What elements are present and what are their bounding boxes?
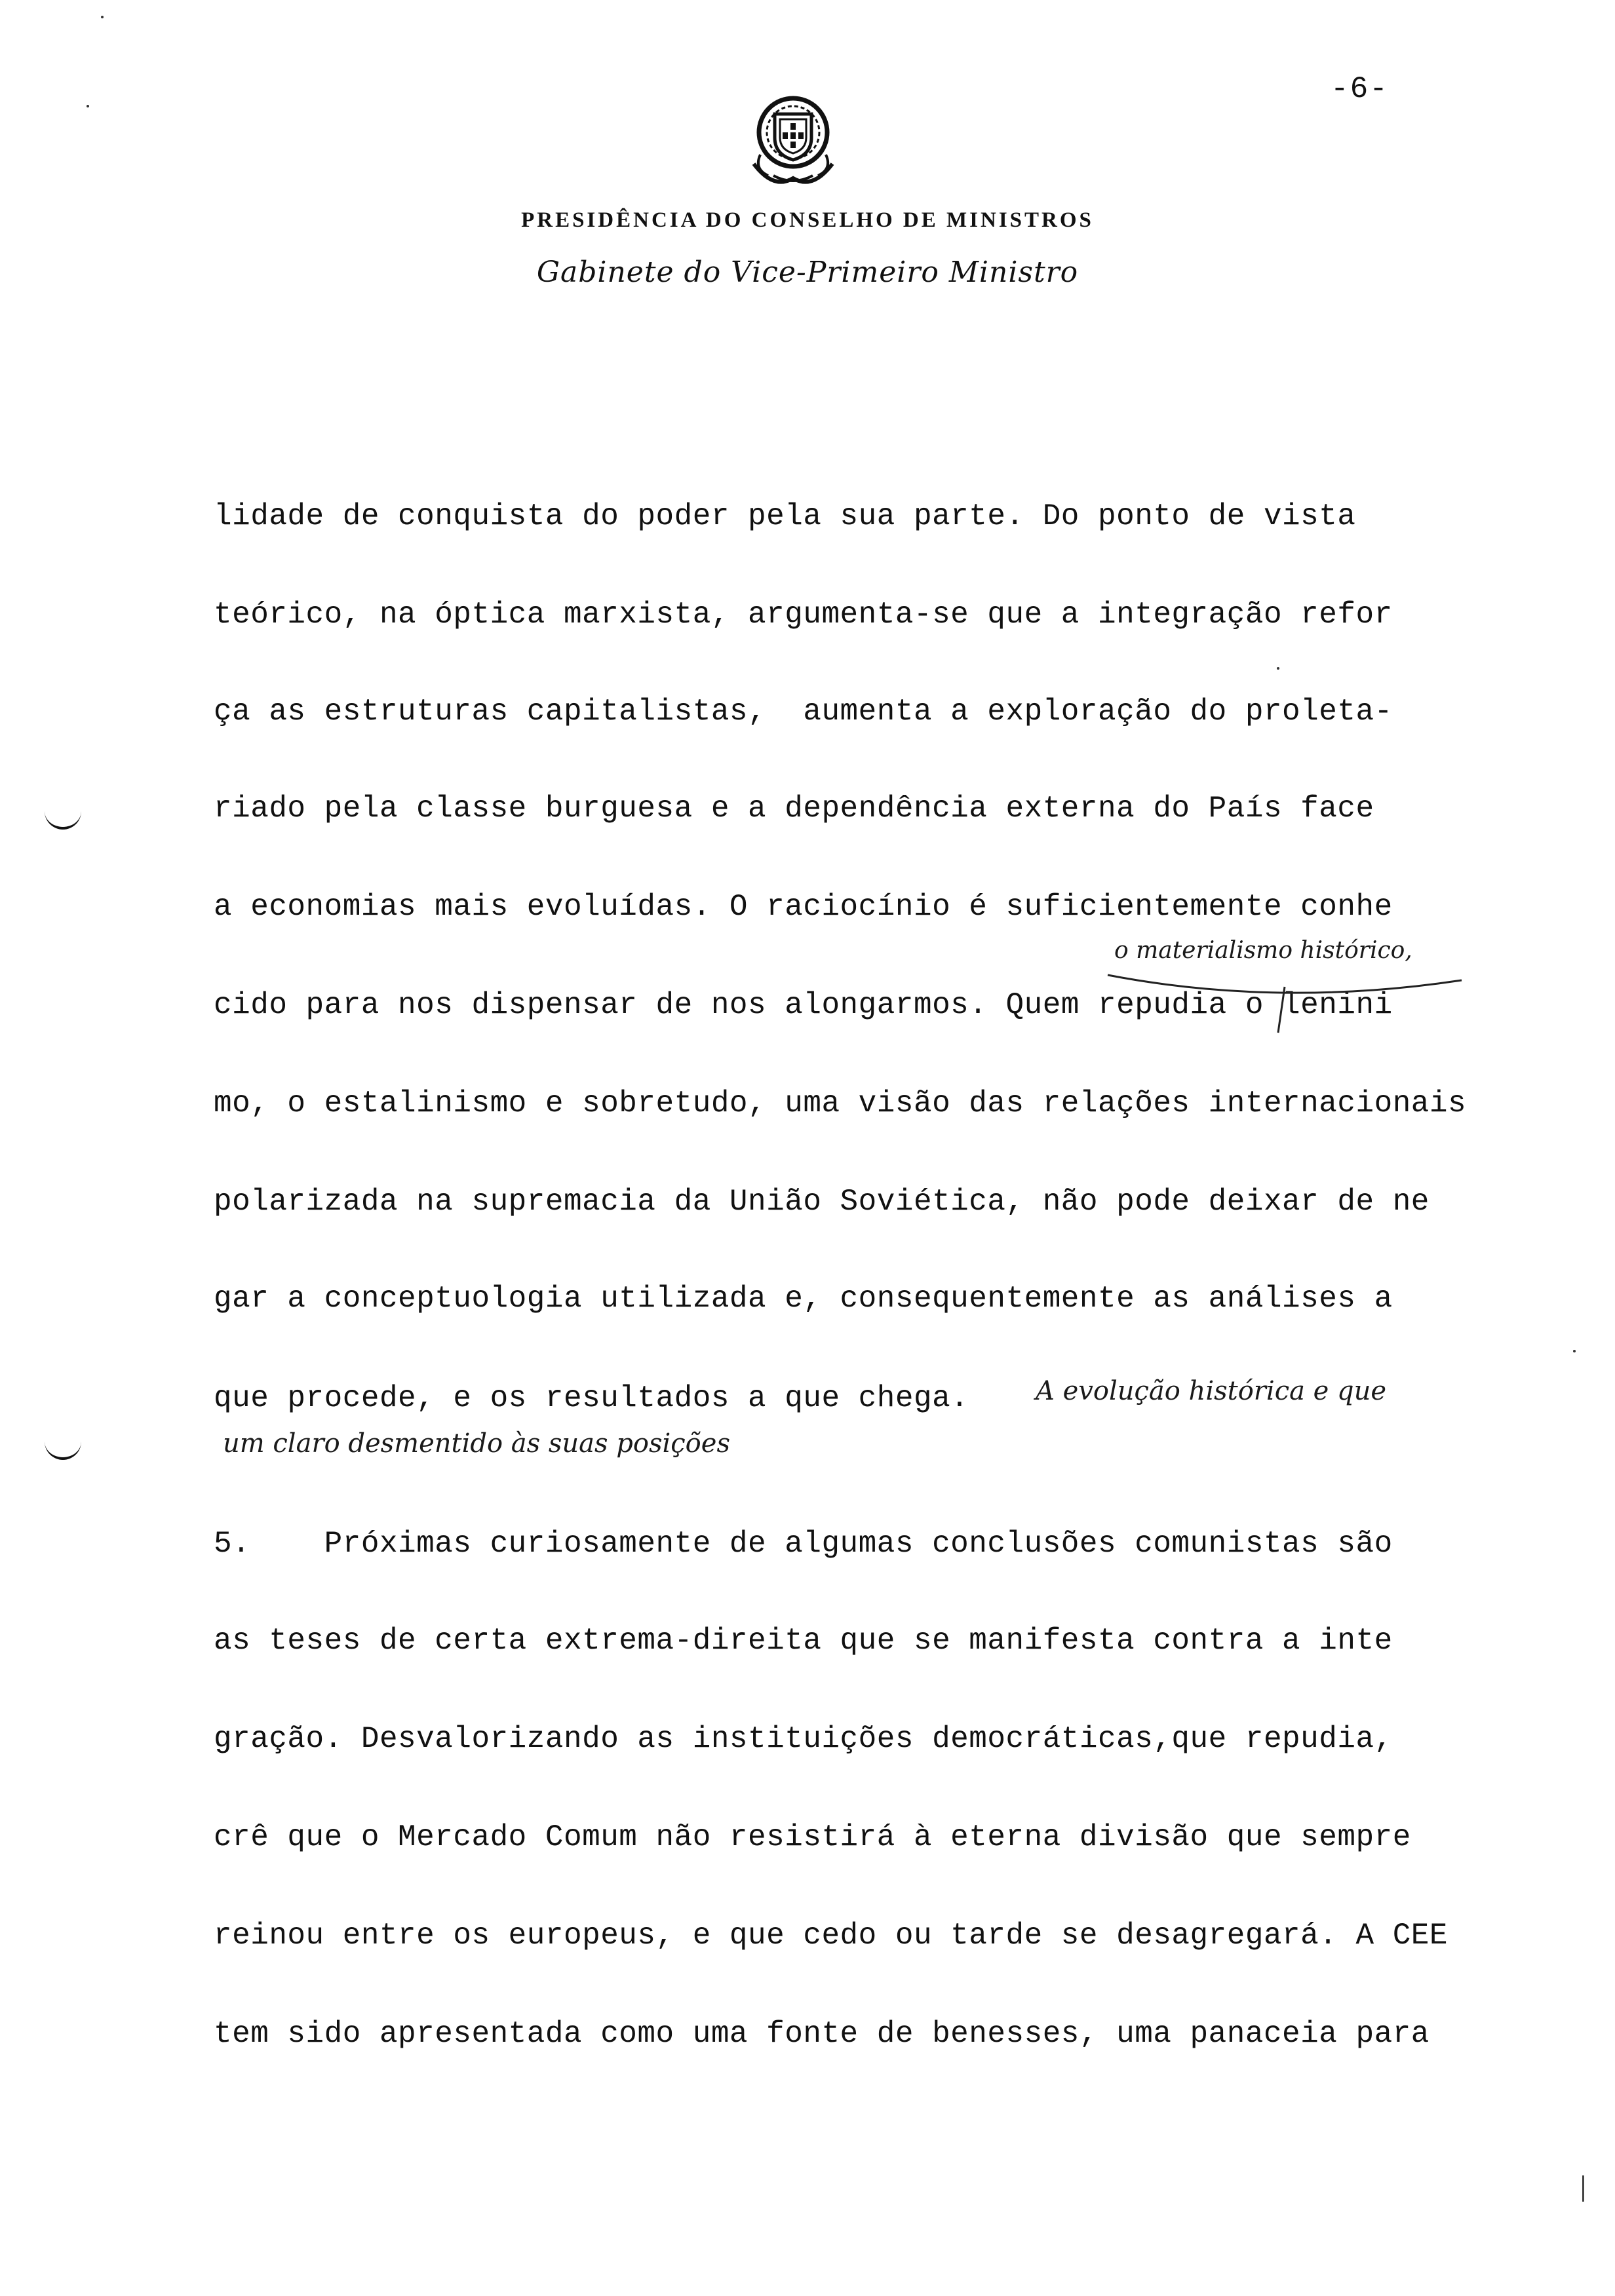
- portuguese-coat-of-arms-icon: [734, 92, 852, 197]
- handwritten-note-line-2: um claro desmentido às suas posições: [223, 1428, 730, 1459]
- text-line-14: crê que o Mercado Comum não resistirá à eterna divisão que sempre: [214, 1820, 1411, 1854]
- handwritten-insertion: o materialismo histórico,: [1114, 937, 1412, 964]
- scan-speck: [87, 105, 89, 107]
- scan-speck: [101, 16, 104, 18]
- text-line-7: mo, o estalinismo e sobretudo, uma visão das relações internacionais: [214, 1086, 1467, 1120]
- text-line-5: a economias mais evoluídas. O raciocínio é suficientemente conhe: [214, 890, 1393, 924]
- text-line-16: tem sido apresentada como uma fonte de benesses, uma panaceia para: [214, 2017, 1430, 2051]
- text-line-9: gar a conceptuologia utilizada e, consequentemente as análises a: [214, 1282, 1393, 1316]
- margin-mark: [45, 1442, 81, 1460]
- text-line-13: gração. Desvalorizando as instituições democráticas,que repudia,: [214, 1722, 1393, 1756]
- text-line-10: que procede, e os resultados a que chega.: [214, 1381, 969, 1415]
- cabinet-subheading: Gabinete do Vice-Primeiro Ministro: [536, 256, 1079, 289]
- text-line-8: polarizada na supremacia da União Soviética, não pode deixar de ne: [214, 1185, 1430, 1219]
- text-line-3: ça as estruturas capitalistas, aumenta a exploração do proleta-: [214, 695, 1393, 729]
- text-line-15: reinou entre os europeus, e que cedo ou tarde se desagregará. A CEE: [214, 1919, 1449, 1953]
- text-line-1: lidade de conquista do poder pela sua parte. Do ponto de vista: [214, 499, 1356, 533]
- text-line-11: 5. Próximas curiosamente de algumas conclusões comunistas são: [214, 1527, 1393, 1561]
- scan-speck: [1573, 1350, 1576, 1352]
- scan-edge-mark: [1582, 2175, 1584, 2202]
- text-line-6: cido para nos dispensar de nos alongarmos. Quem repudia o lenini: [214, 988, 1393, 1022]
- text-line-4: riado pela classe burguesa e a dependência externa do País face: [214, 792, 1374, 826]
- page-number: -6-: [1331, 72, 1389, 106]
- scan-speck: [1277, 667, 1279, 670]
- institution-heading: PRESIDÊNCIA DO CONSELHO DE MINISTROS: [521, 208, 1094, 232]
- text-line-2: teórico, na óptica marxista, argumenta-se que a integração refor: [214, 598, 1393, 632]
- insertion-caret-icon: [1095, 967, 1488, 1039]
- handwritten-note-line-1: A evolução histórica e que: [1036, 1376, 1387, 1406]
- text-line-12: as teses de certa extrema-direita que se manifesta contra a inte: [214, 1624, 1393, 1658]
- margin-mark: [45, 811, 81, 830]
